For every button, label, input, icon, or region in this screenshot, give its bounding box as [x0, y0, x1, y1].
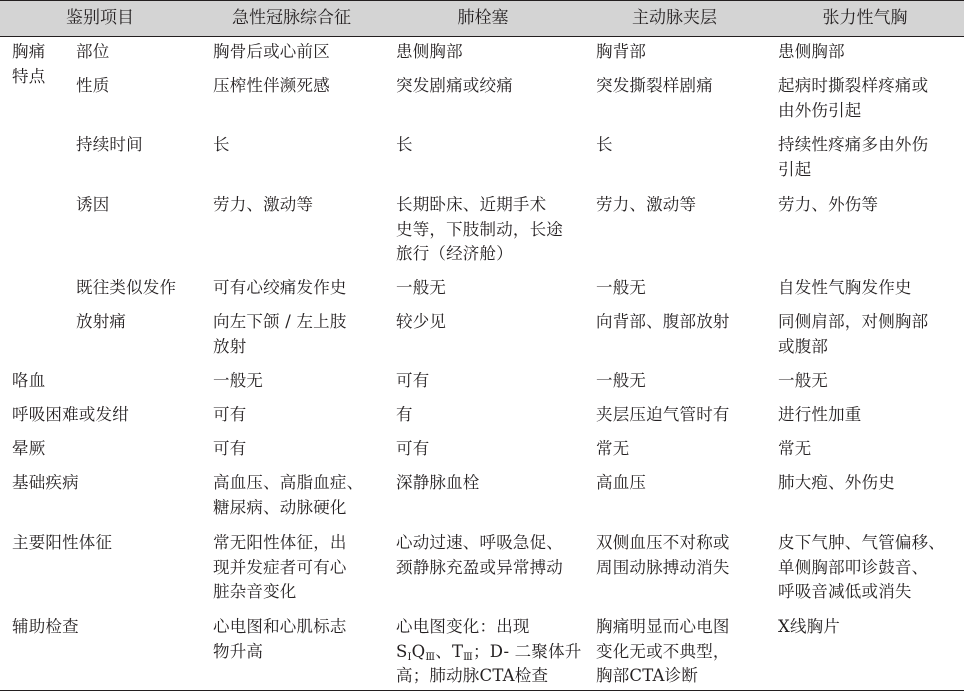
- cell-pt: 患侧胸部: [778, 42, 845, 61]
- cell-pe: 心动过速、呼吸急促、: [396, 533, 563, 552]
- ecg-part-sep: 、: [435, 641, 452, 661]
- cell-pt: 引起: [778, 159, 812, 179]
- cell-ad: 变化无或不典型，: [596, 641, 730, 661]
- cell-ad: 向背部、腹部放射: [596, 312, 730, 331]
- cell-acs: 心电图和心肌标志: [213, 617, 347, 636]
- cell-pt: 常无: [778, 439, 812, 458]
- cell-acs: 放射: [213, 336, 247, 356]
- ecg-part-t: T: [451, 641, 464, 661]
- cell-pt: 同侧肩部，对侧胸部: [778, 312, 929, 331]
- row-label: 咯血: [12, 371, 46, 390]
- header-item: 鉴别项目: [66, 8, 134, 28]
- cell-pe: 高；肺动脉CTA检查: [396, 666, 549, 685]
- cell-pe: 颈静脉充盈或异常搏动: [396, 557, 563, 577]
- cell-ad: 夹层压迫气管时有: [596, 405, 730, 424]
- cell-pe: 旅行（经济舱）: [396, 244, 513, 263]
- cell-acs: 脏杂音变化: [213, 582, 297, 601]
- row-label: 辅助检查: [12, 617, 79, 636]
- cell-pt: 由外伤引起: [778, 100, 862, 120]
- ecg-part-q: Q: [411, 641, 426, 661]
- header-pe: 肺栓塞: [457, 8, 509, 28]
- cell-acs: 向左下颌 / 左上肢: [213, 312, 347, 331]
- cell-acs: 现并发症者可有心: [213, 557, 347, 577]
- row-label: 放射痛: [76, 312, 127, 331]
- cell-acs: 压榨性伴濒死感: [213, 76, 330, 95]
- cell-pt: 一般无: [778, 371, 829, 390]
- row-label: 基础疾病: [12, 473, 79, 492]
- header-ad: 主动脉夹层: [632, 8, 717, 28]
- cell-pt: X线胸片: [778, 617, 841, 636]
- cell-acs: 劳力、激动等: [213, 195, 314, 214]
- cell-pe: 长期卧床、近期手术: [396, 195, 547, 214]
- cell-acs: 常无阳性体征，出: [213, 533, 347, 552]
- cell-ad: 胸背部: [596, 42, 647, 61]
- cell-acs: 可有: [213, 405, 247, 424]
- cell-pt: 持续性疼痛多由外伤: [778, 135, 929, 154]
- cell-acs: 可有心绞痛发作史: [213, 278, 347, 297]
- ecg-part-t-sub: Ⅲ: [463, 651, 474, 663]
- ecg-finding-line: [396, 640, 581, 665]
- cell-pt: 劳力、外伤等: [778, 195, 879, 214]
- cell-ad: 双侧血压不对称或: [596, 533, 730, 552]
- row-label: 晕厥: [12, 439, 46, 458]
- cell-ad: 胸痛明显而心电图: [596, 617, 730, 636]
- group-label-features: 特点: [12, 66, 46, 86]
- cell-acs: 一般无: [213, 371, 264, 390]
- cell-pt: 呼吸音减低或消失: [778, 582, 912, 601]
- cell-pt: 进行性加重: [778, 405, 862, 424]
- cell-acs: 物升高: [213, 641, 264, 661]
- cell-pt: 自发性气胸发作史: [778, 278, 912, 297]
- cell-pe: 可有: [396, 371, 430, 390]
- cell-acs: 糖尿病、动脉硬化: [213, 497, 347, 517]
- cell-pe: 可有: [396, 439, 430, 458]
- cell-ad: 突发撕裂样剧痛: [596, 76, 713, 95]
- ecg-part-q-sub: Ⅲ: [425, 651, 436, 663]
- cell-ad: 胸部CTA诊断: [596, 666, 699, 685]
- cell-ad: 长: [596, 135, 613, 154]
- cell-ad: 一般无: [596, 278, 647, 297]
- table-bottom-rule: [0, 690, 964, 691]
- row-label: 持续时间: [76, 135, 143, 154]
- cell-pe: 有: [396, 405, 413, 424]
- cell-pe: 长: [396, 135, 413, 154]
- header-bottom-rule: [0, 36, 964, 37]
- cell-pt: 或腹部: [778, 336, 829, 356]
- cell-acs: 可有: [213, 439, 247, 458]
- cell-pe: 深静脉血栓: [396, 473, 480, 492]
- cell-ad: 一般无: [596, 371, 647, 390]
- cell-pe: 一般无: [396, 278, 447, 297]
- cell-pt: 单侧胸部叩诊鼓音、: [778, 557, 929, 577]
- row-label: 诱因: [76, 195, 110, 214]
- header-pt: 张力性气胸: [822, 8, 908, 28]
- row-label: 既往类似发作: [76, 278, 177, 297]
- cell-ad: 常无: [596, 439, 630, 458]
- header-acs: 急性冠脉综合征: [232, 8, 351, 28]
- row-label: 主要阳性体征: [12, 533, 113, 552]
- cell-acs: 胸骨后或心前区: [213, 42, 330, 61]
- cell-pt: 起病时撕裂样疼痛或: [778, 76, 929, 95]
- cell-ad: 劳力、激动等: [596, 195, 697, 214]
- ecg-part-rest: ；D- 二聚体升: [473, 641, 582, 661]
- row-label: 性质: [76, 76, 110, 95]
- cell-ad: 高血压: [596, 473, 647, 492]
- row-label: 呼吸困难或发绀: [12, 405, 129, 424]
- cell-pe: 患侧胸部: [396, 42, 463, 61]
- cell-pe: 史等，下肢制动，长途: [396, 219, 563, 239]
- cell-acs: 长: [213, 135, 230, 154]
- cell-pe: 较少见: [396, 312, 447, 331]
- cell-ad: 周围动脉搏动消失: [596, 557, 730, 577]
- cell-pe: 突发剧痛或绞痛: [396, 76, 513, 95]
- ecg-part-s: S: [396, 641, 408, 661]
- ecg-part-s-sub: Ⅰ: [407, 651, 412, 663]
- cell-acs: 高血压、高脂血症、: [213, 473, 364, 492]
- row-label: 部位: [76, 42, 110, 61]
- group-label-chest-pain: 胸痛: [12, 42, 46, 61]
- cell-pt: 肺大疱、外伤史: [778, 473, 895, 492]
- cell-pe: 心电图变化：出现: [396, 617, 530, 636]
- cell-pt: 皮下气肿、气管偏移、: [778, 533, 945, 552]
